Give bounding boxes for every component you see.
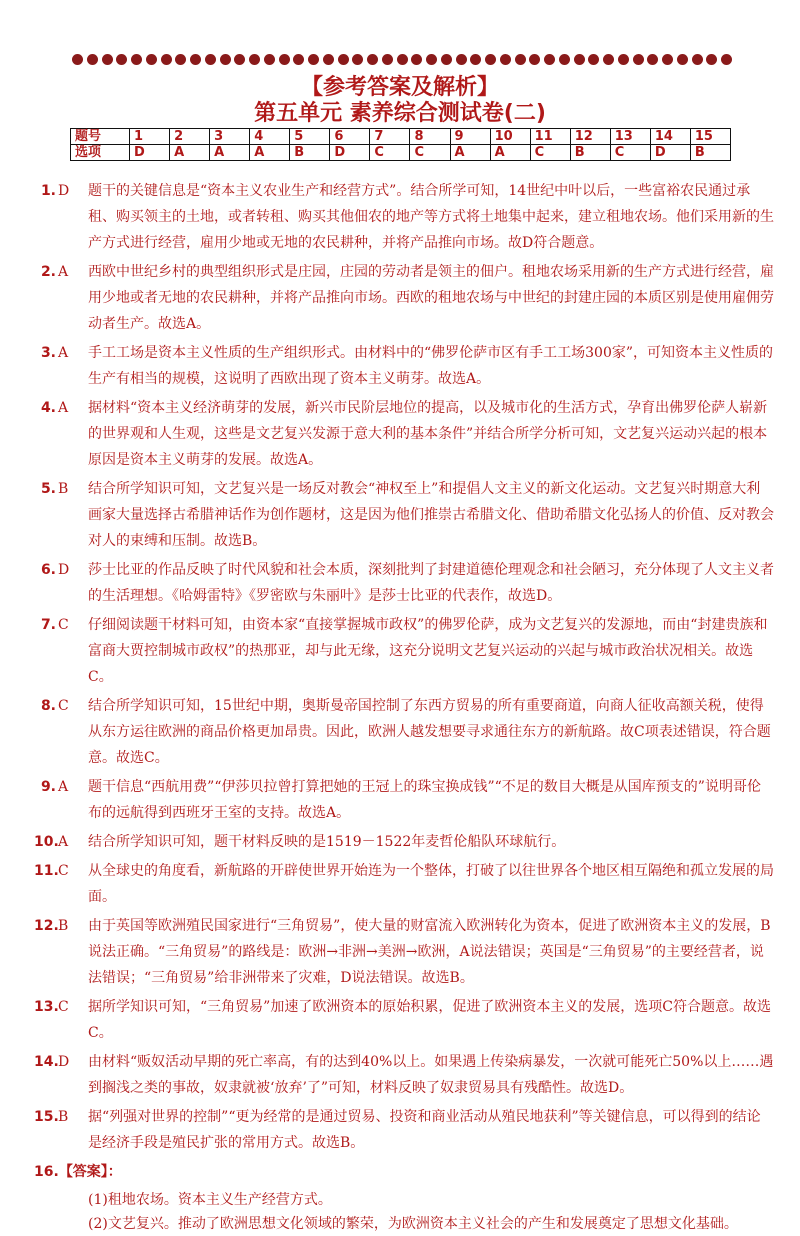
border-dot [485,54,496,65]
question-number: 3. [40,345,56,361]
border-dot [544,54,555,65]
solution-item [34,395,774,473]
solution-item [34,913,774,991]
question-number-cell: 1 [130,129,170,145]
border-dot [131,54,142,65]
question-number: 9. [40,779,56,795]
border-dot [574,54,585,65]
answer-choice-cell: A [210,145,250,161]
solution-item [34,476,774,554]
border-dot [87,54,98,65]
answer-choice-cell: C [610,145,650,161]
explanation-text: 题干信息“西航用费”“伊莎贝拉曾打算把她的王冠上的珠宝换成钱”“不足的数目大概是从国库预支的”说明哥伦布的远航得到西班牙王室的支持。故选A。 [88,779,761,821]
question-number: 4. [40,400,56,416]
answer-letter: B [58,918,69,934]
solution-item [34,1049,774,1101]
question-number: 8. [40,698,56,714]
answer-choice-cell: D [130,145,170,161]
question-number-cell: 4 [250,129,290,145]
answer-choice-cell: C [530,145,570,161]
border-dot [116,54,127,65]
border-dot [205,54,216,65]
border-dot [72,54,83,65]
explanation-text: 结合所学知识可知，文艺复兴是一场反对教会“神权至上”和提倡人文主义的新文化运动。文艺复兴时期意大利画家大量选择古希腊神话作为创作题材，这是因为他们推崇古希腊文化、借助希腊文化弘扬人的价值、反对教会对人的束缚和压制。故选B。 [88,481,774,549]
solution-item [34,774,774,826]
question-number: 5. [40,481,56,497]
answer-letter: D [58,183,70,199]
answer-letter: A [58,400,69,416]
answer-letter: A [58,345,69,361]
border-dot [456,54,467,65]
solution-item [34,994,774,1046]
border-dot [234,54,245,65]
explanation-text: 据“列强对世界的控制”“更为经常的是通过贸易、投资和商业活动从殖民地获利”等关键信息，可以得到的结论是经济手段是殖民扩张的常用方式。故选B。 [88,1109,761,1151]
border-dot [603,54,614,65]
border-dot [264,54,275,65]
row-label-answer: 选项 [71,145,130,161]
answer-letter: A [58,264,69,280]
question-number-cell: 15 [690,129,730,145]
answer-letter: B [58,1109,69,1125]
border-dot [647,54,658,65]
answer-letter: C [58,617,69,633]
border-dot [220,54,231,65]
border-dot [470,54,481,65]
question-number: 1. [40,183,56,199]
explanation-text: 由材料“贩奴活动早期的死亡率高，有的达到40%以上。如果遇上传染病暴发，一次就可能死亡50%以上……遇到搁浅之类的事故，奴隶就被‘放弃’了”可知，材料反映了奴隶贸易具有残酷性。故选D。 [88,1054,774,1096]
answer-letter: A [58,834,69,850]
border-dot [618,54,629,65]
answer-choice-cell: A [250,145,290,161]
question-number-cell: 10 [490,129,530,145]
question-number: 7. [40,617,56,633]
explanation-text: 莎士比亚的作品反映了时代风貌和社会本质，深刻批判了封建道德伦理观念和社会陋习，充分体现了人文主义者的生活理想。《哈姆雷特》《罗密欧与朱丽叶》是莎士比亚的代表作，故选D。 [88,562,774,604]
answer-label: 【答案】： [58,1164,122,1180]
page-subtitle: 第五单元 素养综合测试卷(二) [254,101,546,126]
answer-choice-cell: B [690,145,730,161]
border-dot [279,54,290,65]
answer-choice-cell: D [330,145,370,161]
answer-letter: D [58,1054,70,1070]
answer-table-number-row [71,129,731,145]
question-number-cell: 13 [610,129,650,145]
answer-letter: B [58,481,69,497]
border-dot [662,54,673,65]
solution-item [34,557,774,609]
question-number: 12. [34,918,59,934]
question-16 [34,1159,774,1185]
question-number-cell: 7 [370,129,410,145]
question-number-cell: 6 [330,129,370,145]
explanation-text: 仔细阅读题干材料可知，由资本家“直接掌握城市政权”的佛罗伦萨，成为文艺复兴的发源地，而由“封建贵族和富商大贾控制城市政权”的热那亚，却与此无缘，这充分说明文艺复兴运动的兴起与城市政治状况相关。故选C。 [88,617,768,685]
explanation-text: 结合所学知识可知，题干材料反映的是1519－1522年麦哲伦船队环球航行。 [88,834,566,850]
border-dot [529,54,540,65]
explanation-text: 西欧中世纪乡村的典型组织形式是庄园，庄园的劳动者是领主的佃户。租地农场采用新的生产方式进行经营，雇用少地或者无地的农民耕种，并将产品推向市场。西欧的租地农场与中世纪的封建庄园的本质区别是使用雇佣劳动者生产。故选A。 [88,264,774,332]
answer-choice-cell: C [370,145,410,161]
question-number: 14. [34,1054,59,1070]
row-label-number: 题号 [71,129,130,145]
question-number-cell: 12 [570,129,610,145]
border-dot [382,54,393,65]
question-number-cell: 14 [650,129,690,145]
border-dot [692,54,703,65]
question-number-cell: 5 [290,129,330,145]
answer-choice-cell: B [290,145,330,161]
solution-item [34,612,774,690]
border-dot [500,54,511,65]
solutions-list [34,178,774,1236]
border-dot [175,54,186,65]
answer-letter: C [58,863,69,879]
border-dot [441,54,452,65]
solution-item [34,259,774,337]
border-dot [677,54,688,65]
explanation-text: 据所学知识可知，“三角贸易”加速了欧洲资本的原始积累，促进了欧洲资本主义的发展，选项C符合题意。故选C。 [88,999,772,1041]
answer-letter: C [58,999,69,1015]
border-dot [721,54,732,65]
solution-item [34,1104,774,1156]
border-dot [411,54,422,65]
solution-item [34,693,774,771]
explanation-text: 结合所学知识可知，15世纪中期，奥斯曼帝国控制了东西方贸易的所有重要商道，向商人征收高额关税，使得从东方运往欧洲的商品价格更加昂贵。因此，欧洲人越发想要寻求通往东方的新航路。故C项表述错误，符合题意。故选C。 [88,698,771,766]
border-dot [161,54,172,65]
border-dot [706,54,717,65]
explanation-text: 从全球史的角度看，新航路的开辟使世界开始连为一个整体，打破了以往世界各个地区相互隔绝和孤立发展的局面。 [88,863,774,905]
border-dot [426,54,437,65]
answer-choice-cell: A [490,145,530,161]
solution-item [34,178,774,256]
border-dot [367,54,378,65]
answer-line: (2)文艺复兴。推动了欧洲思想文化领域的繁荣，为欧洲资本主义社会的产生和发展奠定了思想文化基础。 [88,1216,738,1232]
question-number-cell: 9 [450,129,490,145]
question-number: 16. [34,1164,59,1180]
answer-choice-cell: A [170,145,210,161]
solution-item [34,829,774,855]
question-number-cell: 2 [170,129,210,145]
question-number: 2. [40,264,56,280]
answer-choice-cell: B [570,145,610,161]
explanation-text: 由于英国等欧洲殖民国家进行“三角贸易”，使大量的财富流入欧洲转化为资本，促进了欧洲资本主义的发展，B说法正确。“三角贸易”的路线是：欧洲→非洲→美洲→欧洲，A说法错误；英国是“三角贸易”的主要经营者，说法错误；“三角贸易”给非洲带来了灾难，D说法错误。故选B。 [88,918,771,986]
border-dot [190,54,201,65]
border-dot [308,54,319,65]
question-number: 11. [34,863,59,879]
page-title: 【参考答案及解析】 [300,75,499,100]
question-number: 10. [34,834,59,850]
explanation-text: 题干的关键信息是“资本主义农业生产和经营方式”。结合所学可知，14世纪中叶以后，一些富裕农民通过承租、购买领主的土地，或者转租、购买其他佃农的地产等方式将土地集中起来，建立租地农场。他们采用新的生产方式进行经营，雇用少地或无地的农民耕种，并将产品推向市场。故D符合题意。 [88,183,774,251]
answer-line: (1)租地农场。资本主义生产经营方式。 [88,1192,332,1208]
border-dot [559,54,570,65]
border-dot [323,54,334,65]
solution-item [34,340,774,392]
question-number: 15. [34,1109,59,1125]
decorative-dot-border [72,54,732,68]
border-dot [102,54,113,65]
answer-choice-cell: A [450,145,490,161]
border-dot [352,54,363,65]
explanation-text: 手工工场是资本主义性质的生产组织形式。由材料中的“佛罗伦萨市区有手工工场300家”，可知资本主义性质的生产有相当的规模，这说明了西欧出现了资本主义萌芽。故选A。 [88,345,774,387]
question-number: 13. [34,999,59,1015]
border-dot [515,54,526,65]
answer-choice-cell: C [410,145,450,161]
answer-letter: D [58,562,70,578]
answer-table [70,128,731,161]
question-number: 6. [40,562,56,578]
border-dot [293,54,304,65]
answer-letter: A [58,779,69,795]
answer-table-answer-row [71,145,731,161]
question-number-cell: 8 [410,129,450,145]
border-dot [588,54,599,65]
border-dot [633,54,644,65]
solution-item [34,858,774,910]
answer-choice-cell: D [650,145,690,161]
answer-letter: C [58,698,69,714]
border-dot [397,54,408,65]
border-dot [338,54,349,65]
question-number-cell: 3 [210,129,250,145]
border-dot [249,54,260,65]
border-dot [146,54,157,65]
question-number-cell: 11 [530,129,570,145]
explanation-text: 据材料“资本主义经济萌芽的发展，新兴市民阶层地位的提高，以及城市化的生活方式，孕育出佛罗伦萨人崭新的世界观和人生观，这些是文艺复兴发源于意大利的基本条件”并结合所学分析可知，文艺复兴运动兴起的根本原因是资本主义萌芽的发展。故选A。 [88,400,768,468]
